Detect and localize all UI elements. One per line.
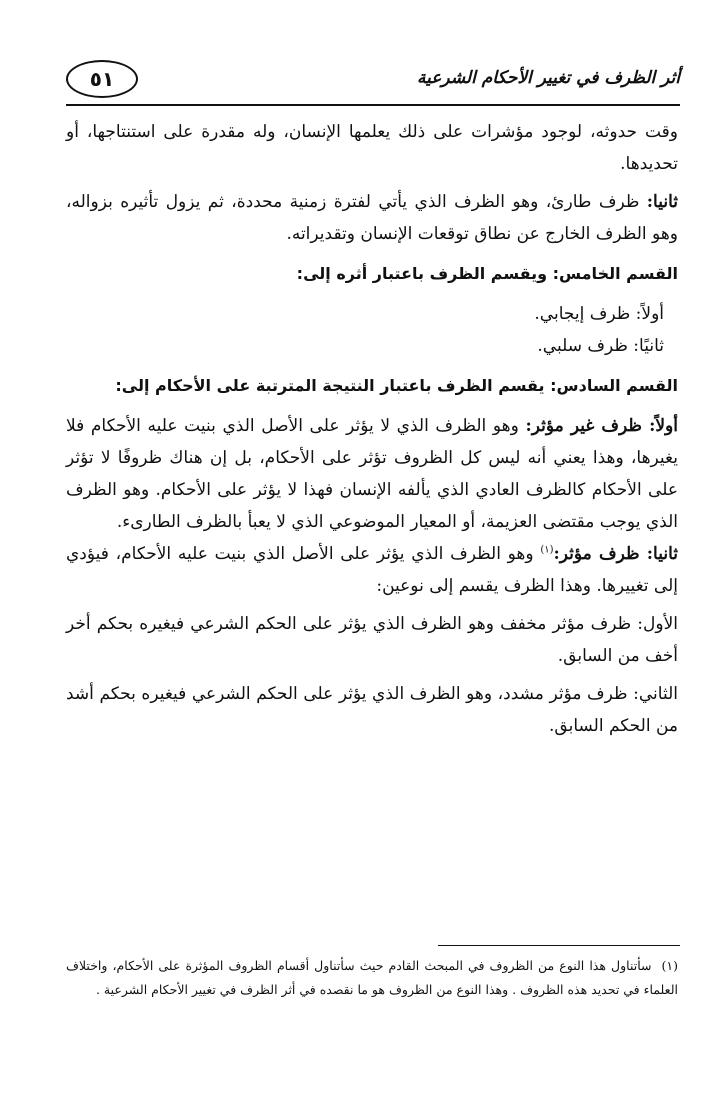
running-title: أثر الظرف في تغيير الأحكام الشرعية — [416, 68, 680, 88]
paragraph-label: ثانيا: — [646, 192, 679, 212]
paragraph-mitigating: الأول: ظرف مؤثر مخفف وهو الظرف الذي يؤثر على الحكم الشرعي فيغيره بحكم أخر أخف من السابق. — [66, 614, 678, 666]
paragraph-label: ثانيا: ظرف مؤثر: — [553, 544, 679, 564]
list-item-positive: أولاً: ظرف إيجابي. — [534, 304, 664, 324]
paragraph-text: ظرف طارئ، وهو الظرف الذي يأتي لفترة زمنية محددة، ثم يزول تأثيره بزواله، وهو الظرف الخارج عن نطاق توقعات الإنسان وتقديراته. — [66, 192, 678, 244]
header-rule — [66, 104, 680, 106]
paragraph-sudden-circumstance — [66, 186, 678, 250]
footnote-rule — [438, 945, 680, 946]
footnote — [66, 954, 678, 1002]
page-header — [66, 60, 680, 104]
paragraph-text: وهو الظرف الذي لا يؤثر على الأصل الذي بنيت عليه الأحكام فلا يغيرها، وهذا يعني أنه ليس كل الظروف تؤثر على الأحكام، بل إن هناك ظروفًا لا تؤثر على الأحكام كالظرف العادي الذي يألفه الإنسان فهذا لا يؤثر على الأحكام. وهو الظرف الذي يوجب مقتضى العزيمة، أو المعيار الموضوعي الذي لا يعبأ بالظرف الطارىء. — [66, 416, 678, 532]
paragraph-label: أولاً: ظرف غير مؤثر: — [525, 416, 678, 436]
footnote-marker: (١) — [661, 958, 678, 973]
paragraph-aggravating: الثاني: ظرف مؤثر مشدد، وهو الظرف الذي يؤثر على الحكم الشرعي فيغيره بحكم أشد من الحكم السابق. — [66, 684, 678, 736]
body-text — [66, 116, 678, 742]
footnote-reference[interactable]: (١) — [540, 544, 554, 556]
paragraph-text: وهو الظرف الذي يؤثر على الأصل الذي بنيت عليه الأحكام، فيؤدي إلى تغييرها. وهذا الظرف يقسم إلى نوعين: — [66, 544, 678, 596]
paragraph-continuation: وقت حدوثه، لوجود مؤشرات على ذلك يعلمها الإنسان، وله مقدرة على استنتاجها، أو تحديدها. — [66, 122, 678, 174]
page-number: ٥١ — [66, 60, 138, 98]
paragraph-non-influential — [66, 410, 678, 538]
footnote-text: سأتناول هذا النوع من الظروف في المبحث القادم حيث سأتناول أقسام الظروف المؤثرة على الأحكام، واختلاف العلماء في تحديد هذه الظروف . وهذا النوع من الظروف هو ما نقصده في أثر الظرف في تغيير الأحكام الشرعية . — [66, 958, 678, 997]
section-heading-5: القسم الخامس: ويقسم الظرف باعتبار أثره إلى: — [296, 264, 678, 283]
list-item-negative: ثانيًا: ظرف سلبي. — [537, 336, 664, 356]
paragraph-influential — [66, 538, 678, 602]
section-heading-6: القسم السادس: يقسم الظرف باعتبار النتيجة المترتبة على الأحكام إلى: — [115, 376, 678, 395]
